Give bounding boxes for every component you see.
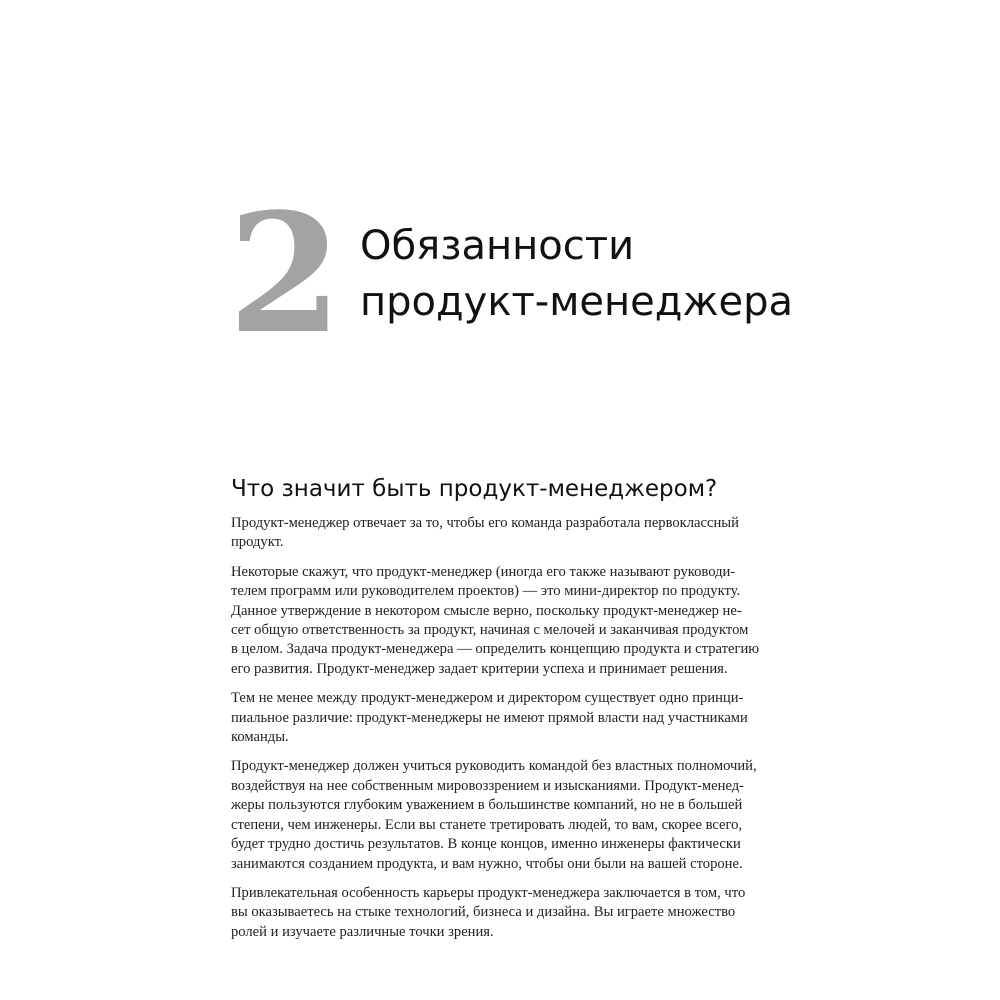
text-line: Продукт-менеджер должен учиться руководить командой без властных полномочий, <box>231 758 757 775</box>
chapter-title-line: продукт-менеджера <box>360 279 793 325</box>
body-text <box>231 514 791 952</box>
text-line: Данное утверждение в некотором смысле верно, поскольку продукт-менеджер не- <box>231 602 742 619</box>
text-line: продукт. <box>231 534 284 551</box>
text-line: занимаются созданием продукта, и вам нужно, чтобы они были на вашей стороне. <box>231 855 743 872</box>
section-heading: Что значит быть продукт-менеджером? <box>231 476 718 502</box>
text-line: вы оказываетесь на стыке технологий, бизнеса и дизайна. Вы играете множество <box>231 904 736 921</box>
chapter-number: 2 <box>228 177 341 370</box>
chapter-title-line: Обязанности <box>360 223 635 269</box>
text-line: Тем не менее между продукт-менеджером и директором существует одно принци- <box>231 690 744 707</box>
paragraph <box>231 514 791 553</box>
text-line: пиальное различие: продукт-менеджеры не имеют прямой власти над участниками <box>231 709 748 726</box>
text-line: будет трудно достичь результатов. В конце концов, именно инженеры фактически <box>231 836 741 853</box>
text-line: жеры пользуются глубоким уважением в большинстве компаний, но не в большей <box>231 797 743 814</box>
paragraph <box>231 884 791 942</box>
text-line: ролей и изучаете различные точки зрения. <box>231 923 494 940</box>
text-line: степени, чем инженеры. Если вы станете третировать людей, то вам, скорее всего, <box>231 816 743 833</box>
text-line: Привлекательная особенность карьеры продукт-менеджера заключается в том, что <box>231 884 746 901</box>
text-line: сет общую ответственность за продукт, начиная с мелочей и заканчивая продуктом <box>231 622 749 639</box>
paragraph <box>231 757 791 873</box>
paragraph <box>231 563 791 679</box>
text-line: телем программ или руководителем проектов) — это мини-директор по продукту. <box>231 583 741 600</box>
text-line: в целом. Задача продукт-менеджера — определить концепцию продукта и стратегию <box>231 641 760 658</box>
text-line: Продукт-менеджер отвечает за то, чтобы его команда разработала первоклассный <box>231 515 739 531</box>
text-line: Некоторые скажут, что продукт-менеджер (иногда его также называют руководи- <box>231 563 736 580</box>
paragraph <box>231 689 791 747</box>
text-line: команды. <box>231 729 289 746</box>
text-line: его развития. Продукт-менеджер задает критерии успеха и принимает решения. <box>231 660 728 677</box>
text-line: воздействуя на нее собственным мировоззрением и изысканиями. Продукт-менед- <box>231 777 745 794</box>
chapter-title <box>360 218 960 330</box>
